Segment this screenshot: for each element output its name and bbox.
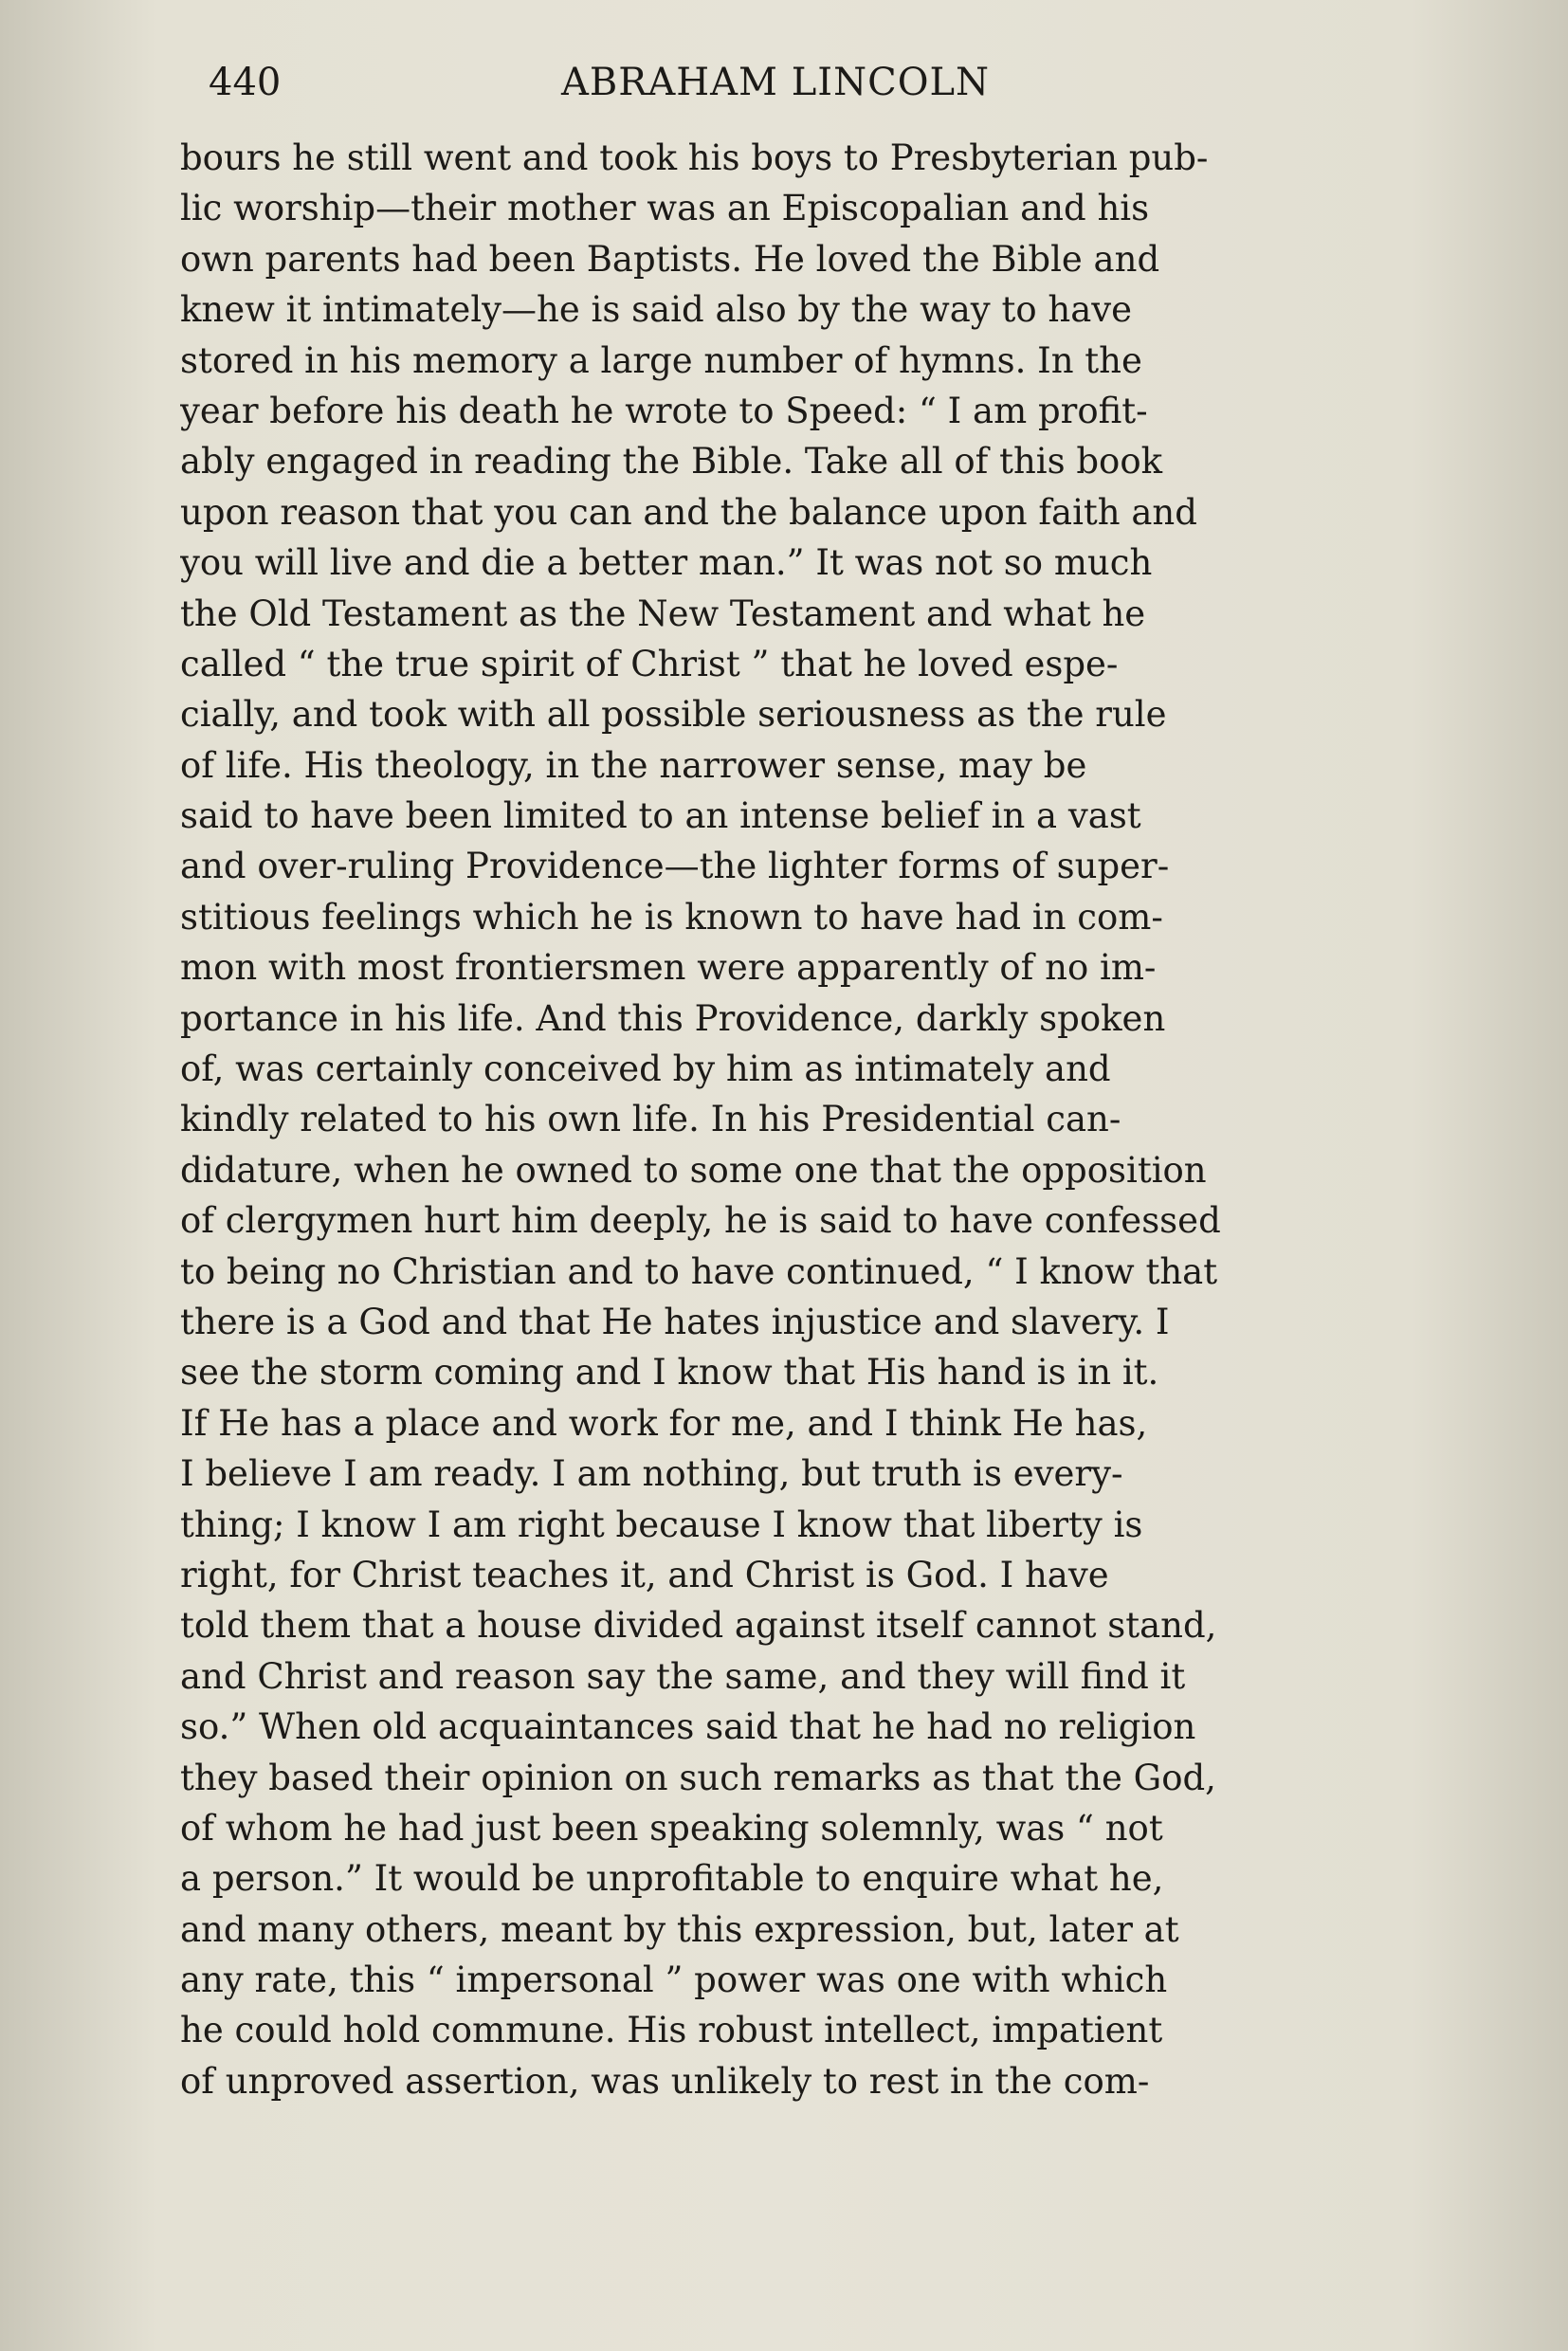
text-line: and Christ and reason say the same, and they will find it (180, 1655, 1186, 1697)
text-line: of clergymen hurt him deeply, he is said to have confessed (180, 1200, 1221, 1242)
text-line: of whom he had just been speaking solemnly, was “ not (180, 1807, 1163, 1849)
text-line: told them that a house divided against itself cannot stand, (180, 1605, 1217, 1647)
text-line: they based their opinion on such remarks as that the God, (180, 1757, 1216, 1798)
text-line: I believe I am ready. I am nothing, but truth is every- (180, 1453, 1123, 1495)
text-line: of, was certainly conceived by him as intimately and (180, 1048, 1111, 1090)
text-line: of life. His theology, in the narrower sense, may be (180, 744, 1087, 786)
text-line: If He has a place and work for me, and I think He has, (180, 1402, 1148, 1444)
page-header (209, 59, 1062, 106)
text-line: portance in his life. And this Providence, darkly spoken (180, 997, 1166, 1039)
text-line: of unproved assertion, was unlikely to rest in the com- (180, 2060, 1150, 2102)
text-line: he could hold commune. His robust intellect, impatient (180, 2010, 1163, 2051)
text-line: knew it intimately—he is said also by the way to have (180, 289, 1133, 331)
text-line: called “ the true spirit of Christ ” that he loved espe- (180, 643, 1119, 684)
body-text (180, 133, 1413, 2106)
text-line: any rate, this “ impersonal ” power was one with which (180, 1959, 1168, 2001)
running-head: ABRAHAM LINCOLN (561, 61, 991, 104)
text-line: and over-ruling Providence—the lighter forms of super- (180, 846, 1170, 887)
text-line: right, for Christ teaches it, and Christ is God. I have (180, 1554, 1109, 1595)
text-line: said to have been limited to an intense belief in a vast (180, 795, 1141, 837)
text-line: stitious feelings which he is known to have had in com- (180, 896, 1163, 938)
text-line: cially, and took with all possible seriousness as the rule (180, 694, 1167, 736)
text-line: kindly related to his own life. In his Presidential can- (180, 1099, 1121, 1140)
text-line: ably engaged in reading the Bible. Take all of this book (180, 441, 1163, 483)
text-line: the Old Testament as the New Testament and what he (180, 592, 1146, 634)
text-line: thing; I know I am right because I know that liberty is (180, 1504, 1143, 1545)
text-line: so.” When old acquaintances said that he had no religion (180, 1706, 1196, 1748)
page-number: 440 (209, 61, 282, 104)
text-line: lic worship—their mother was an Episcopalian and his (180, 188, 1150, 229)
text-line: mon with most frontiersmen were apparently of no im- (180, 947, 1157, 989)
text-line: year before his death he wrote to Speed: “ I am profit- (180, 390, 1148, 431)
text-line: upon reason that you can and the balance upon faith and (180, 491, 1197, 533)
text-line: to being no Christian and to have continued, “ I know that (180, 1250, 1218, 1292)
text-line: stored in his memory a large number of hymns. In the (180, 339, 1142, 381)
text-line: and many others, meant by this expression, but, later at (180, 1908, 1179, 1950)
text-line: there is a God and that He hates injustice and slavery. I (180, 1301, 1170, 1342)
text-line: didature, when he owned to some one that the opposition (180, 1149, 1207, 1191)
text-line: see the storm coming and I know that His hand is in it. (180, 1352, 1159, 1394)
text-line: own parents had been Baptists. He loved the Bible and (180, 238, 1160, 280)
text-line: a person.” It would be unprofitable to enquire what he, (180, 1858, 1164, 1900)
text-line: bours he still went and took his boys to Presbyterian pub- (180, 137, 1209, 178)
text-line: you will live and die a better man.” It was not so much (180, 542, 1153, 584)
